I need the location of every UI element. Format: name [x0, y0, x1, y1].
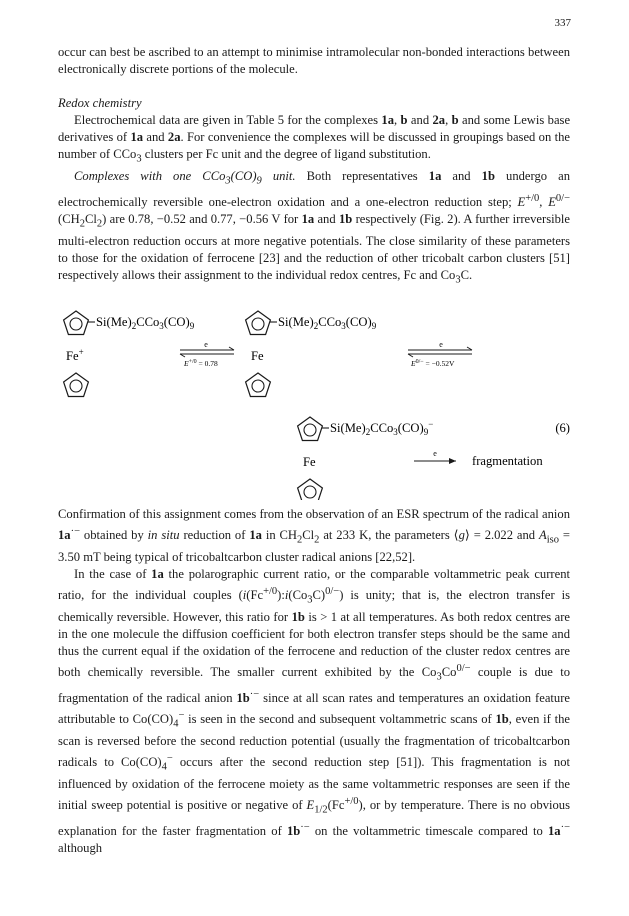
- intro-paragraph: [58, 44, 570, 78]
- equation-number: (6): [555, 421, 570, 435]
- radical-anion-complex: [298, 417, 434, 500]
- svg-text:e: e: [204, 340, 208, 349]
- paragraph-one-cluster: Complexes with one $CCo_3(CO)_9$ unit. Both representatives 1a and 1b undergo an electrochemically reversible one-electron oxidation and a one-electron reduction step; $E^{+/0}$, $E^{0/-}$ $(CH_2Cl_2)$ are 0.78, −0.52 and 0.77, −0.56 V for 1a and 1b respectively (Fig. 2). A further irreversible multi-electron reduction occurs at more negative potentials. The close similarity of these parameters to those for the oxidation of ferrocene [23] and the reduction of other tricobalt carbon clusters [51] respectively allows their assignment to the individual redox centres, Fc and $Co_3C$.: [58, 169, 571, 286]
- cyclopentadienyl-ring-icon: [246, 373, 271, 397]
- intro-line-2: interactions between electronically discrete portions of the molecule.: [58, 45, 570, 77]
- cyclopentadienyl-ring-icon: [64, 373, 89, 397]
- fragmentation-label: fragmentation: [472, 454, 543, 468]
- substituent-label: $Si(Me)_2CCo_3(CO)_9$: [278, 315, 377, 331]
- paragraph-electrochemical: Electrochemical data are given in Table 5 for the complexes 1a, b and 2a, b and some Lewis base derivatives of 1a and 2a. For convenience the complexes will be discussed in groupings based on the number of CCo$_3$ clusters per Fc unit and the degree of ligand substitution.: [58, 113, 571, 165]
- cyclopentadienyl-ring-icon: [64, 311, 89, 335]
- cyclopentadienyl-ring-icon: [246, 311, 271, 335]
- reduction-potential-label: $E^{0/-} = -0.52V$: [411, 359, 455, 368]
- fragmentation-arrow: [414, 449, 543, 468]
- subheading-one-cluster: Complexes with one $CCo_3(CO)_9$ unit.: [74, 169, 296, 187]
- iron-label: Fe: [303, 455, 316, 469]
- section-heading: Redox chemistry: [58, 96, 142, 111]
- paragraph-current-ratio: In the case of 1a the polarographic current ratio, or the comparable voltammetric peak current ratio, for the individual couples $(i(Fc^{+/0}):i(Co_3C)^{0/-})$ is unity; that is, the electron transfer is chemically reversible. However, this ratio for 1b is > 1 at all temperatures. As both redox centres are in the one molecule the diffusion coefficient for both electron transfer steps should be the same and thus the current equal if the oxidation of the ferrocene and reduction of the cluster redox centres are both chemically reversible. The smaller current exhibited by the $Co_3Co^{0/-}$ couple is due to fragmentation of the radical anion 1b·− since at all scan rates and temperatures an oxidation feature attributable to $Co(CO)_4^-$ is seen in the second and subsequent voltammetric scans of 1b, even if the scan is reversed before the second reduction potential (usually the fragmentation of tricobaltcarbon radicals to $Co(CO)_4^-$ occurs after the second reduction step [51]). This fragmentation is not influenced by oxidation of the ferrocene moiety as the same voltammetric responses are seen if the initial sweep potential is positive or negative of $E_{1/2}(Fc^{+/0})$, or by temperature. There is no obvious explanation for the faster fragmentation of 1b·− on the voltammetric timescale compared to 1a·− although: [58, 566, 571, 856]
- cyclopentadienyl-ring-icon: [298, 479, 323, 500]
- oxidation-potential-label: $E^{+/0} = 0.78$: [184, 359, 218, 368]
- paragraph-esr: Confirmation of this assignment comes from the observation of an ESR spectrum of the radical anion 1a·− obtained by in situ reduction of 1a in $CH_2Cl_2$ at 233 K, the parameters ⟨g⟩ = 2.022 and $A_{iso} = 3.50$ mT being typical of tricobaltcarbon cluster radical anions [22,52].: [58, 507, 570, 564]
- substituent-anion-label: $Si(Me)_2CCo_3(CO)_9^-$: [330, 419, 434, 437]
- cyclopentadienyl-ring-icon: [298, 417, 323, 441]
- intro-line-1: occur can best be ascribed to an attempt to minimise intramolecular non-bonded: [58, 45, 463, 59]
- ferrocenium-complex: [64, 311, 195, 397]
- page-number: 337: [554, 17, 571, 29]
- iron-label: Fe+: [66, 347, 84, 363]
- neutral-complex: [246, 311, 377, 397]
- substituent-label: $Si(Me)_2CCo_3(CO)_9$: [96, 315, 195, 331]
- svg-text:e: e: [439, 340, 443, 349]
- equilibrium-arrow-oxidation: [180, 340, 234, 368]
- iron-label: Fe: [251, 349, 264, 363]
- lower-text-block: [58, 506, 570, 857]
- upper-text-block: [58, 44, 570, 288]
- redox-reaction-scheme: [58, 302, 570, 500]
- svg-text:e: e: [433, 449, 437, 458]
- equilibrium-arrow-reduction: [408, 340, 472, 368]
